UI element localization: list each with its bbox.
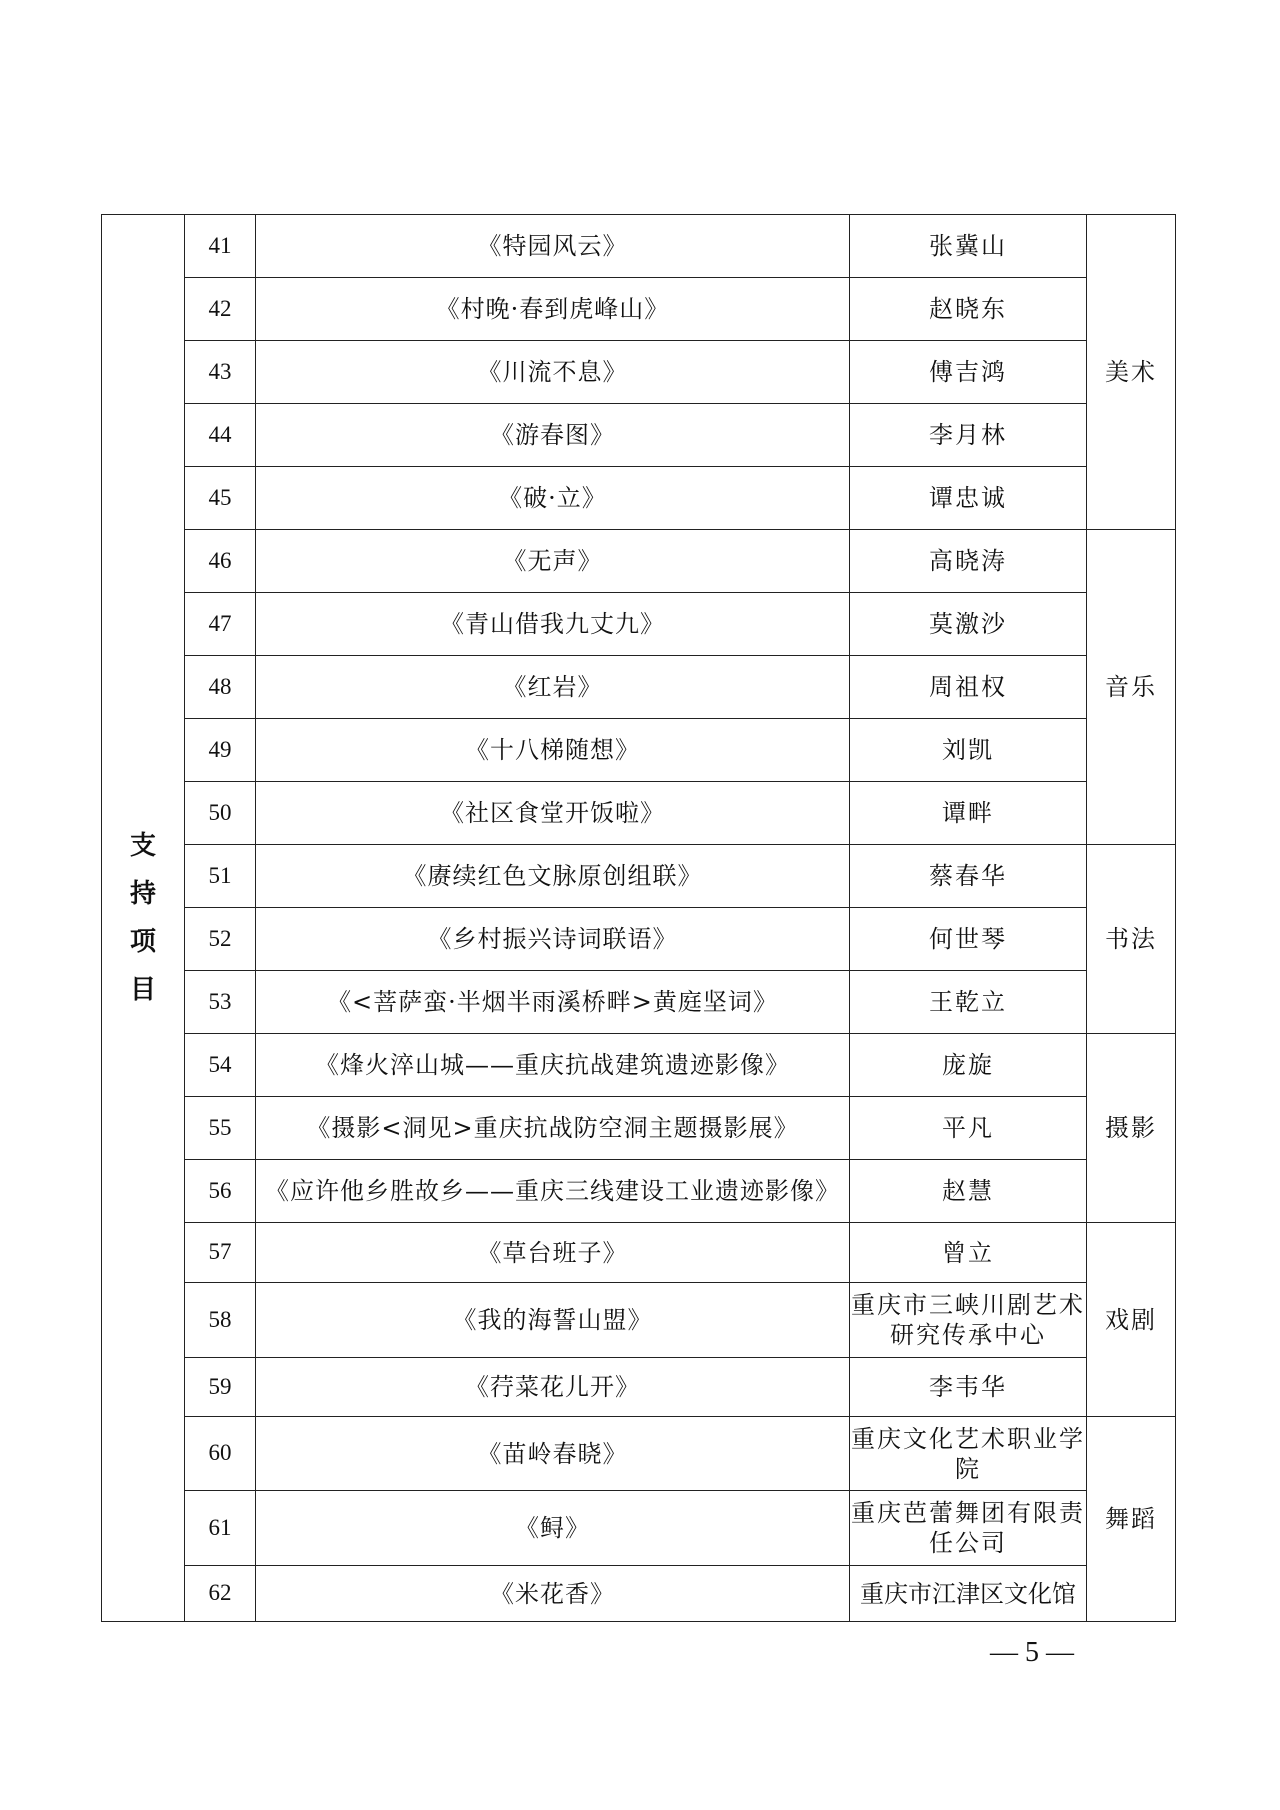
work-title: 《社区食堂开饭啦》: [256, 782, 850, 845]
work-title: 《青山借我九丈九》: [256, 593, 850, 656]
work-title: 《<菩萨蛮·半烟半雨溪桥畔>黄庭坚词》: [256, 971, 850, 1034]
table-row: [102, 719, 1176, 782]
work-title: 《应许他乡胜故乡——重庆三线建设工业遗迹影像》: [256, 1160, 850, 1223]
section-label: 支持项目: [129, 830, 156, 1006]
table-row: [102, 908, 1176, 971]
row-number: 43: [185, 341, 256, 404]
author: 蔡春华: [850, 845, 1087, 908]
work-title: 《破·立》: [256, 467, 850, 530]
work-title: 《乡村振兴诗词联语》: [256, 908, 850, 971]
work-title: 《荇菜花儿开》: [256, 1358, 850, 1417]
work-title: 《特园风云》: [256, 215, 850, 278]
row-number: 45: [185, 467, 256, 530]
table-row: [102, 1160, 1176, 1223]
row-number: 55: [185, 1097, 256, 1160]
table-row: [102, 656, 1176, 719]
work-title: 《我的海誓山盟》: [256, 1283, 850, 1358]
table-row: [102, 341, 1176, 404]
work-title: 《无声》: [256, 530, 850, 593]
author: 谭畔: [850, 782, 1087, 845]
row-number: 41: [185, 215, 256, 278]
author: 莫激沙: [850, 593, 1087, 656]
row-number: 58: [185, 1283, 256, 1358]
table-row: [102, 1358, 1176, 1417]
row-number: 56: [185, 1160, 256, 1223]
table-row: [102, 1097, 1176, 1160]
row-number: 46: [185, 530, 256, 593]
row-number: 53: [185, 971, 256, 1034]
author: 赵慧: [850, 1160, 1087, 1223]
row-number: 52: [185, 908, 256, 971]
row-number: 51: [185, 845, 256, 908]
row-number: 57: [185, 1223, 256, 1283]
table-row: [102, 1566, 1176, 1622]
table-row: [102, 467, 1176, 530]
category-art: 美术: [1087, 215, 1176, 530]
row-number: 59: [185, 1358, 256, 1417]
author: 谭忠诚: [850, 467, 1087, 530]
table-row: [102, 971, 1176, 1034]
projects-table: [101, 214, 1176, 1622]
work-title: 《摄影<洞见>重庆抗战防空洞主题摄影展》: [256, 1097, 850, 1160]
work-title: 《十八梯随想》: [256, 719, 850, 782]
row-number: 44: [185, 404, 256, 467]
author: 李韦华: [850, 1358, 1087, 1417]
table-row: [102, 1491, 1176, 1566]
author: 庞旋: [850, 1034, 1087, 1097]
author: 李月林: [850, 404, 1087, 467]
row-number: 60: [185, 1417, 256, 1491]
row-number: 49: [185, 719, 256, 782]
author: 赵晓东: [850, 278, 1087, 341]
row-number: 48: [185, 656, 256, 719]
category-photography: 摄影: [1087, 1034, 1176, 1223]
author: 王乾立: [850, 971, 1087, 1034]
author: 重庆市三峡川剧艺术研究传承中心: [850, 1283, 1087, 1358]
work-title: 《赓续红色文脉原创组联》: [256, 845, 850, 908]
author: 周祖权: [850, 656, 1087, 719]
author: 傅吉鸿: [850, 341, 1087, 404]
author: 刘凯: [850, 719, 1087, 782]
table-row: [102, 1034, 1176, 1097]
table-row: [102, 530, 1176, 593]
table-row: [102, 1283, 1176, 1358]
work-title: 《米花香》: [256, 1566, 850, 1622]
row-number: 61: [185, 1491, 256, 1566]
table-row: [102, 278, 1176, 341]
work-title: 《苗岭春晓》: [256, 1417, 850, 1491]
work-title: 《鲟》: [256, 1491, 850, 1566]
row-number: 47: [185, 593, 256, 656]
row-number: 42: [185, 278, 256, 341]
table-row: [102, 593, 1176, 656]
author: 高晓涛: [850, 530, 1087, 593]
work-title: 《红岩》: [256, 656, 850, 719]
category-calligraphy: 书法: [1087, 845, 1176, 1034]
work-title: 《烽火淬山城——重庆抗战建筑遗迹影像》: [256, 1034, 850, 1097]
work-title: 《村晚·春到虎峰山》: [256, 278, 850, 341]
author: 张冀山: [850, 215, 1087, 278]
author: 重庆文化艺术职业学院: [850, 1417, 1087, 1491]
row-number: 50: [185, 782, 256, 845]
row-number: 54: [185, 1034, 256, 1097]
section-label-cell: [102, 215, 185, 1622]
category-music: 音乐: [1087, 530, 1176, 845]
table-row: [102, 782, 1176, 845]
work-title: 《草台班子》: [256, 1223, 850, 1283]
author: 重庆芭蕾舞团有限责任公司: [850, 1491, 1087, 1566]
author: 平凡: [850, 1097, 1087, 1160]
page-number: — 5 —: [990, 1637, 1074, 1668]
table-row: [102, 1223, 1176, 1283]
category-dance: 舞蹈: [1087, 1417, 1176, 1622]
work-title: 《游春图》: [256, 404, 850, 467]
author: 重庆市江津区文化馆: [850, 1566, 1087, 1622]
category-drama: 戏剧: [1087, 1223, 1176, 1417]
row-number: 62: [185, 1566, 256, 1622]
table-row: [102, 845, 1176, 908]
table-row: [102, 404, 1176, 467]
author: 曾立: [850, 1223, 1087, 1283]
author: 何世琴: [850, 908, 1087, 971]
table-row: [102, 1417, 1176, 1491]
table-row: [102, 215, 1176, 278]
work-title: 《川流不息》: [256, 341, 850, 404]
